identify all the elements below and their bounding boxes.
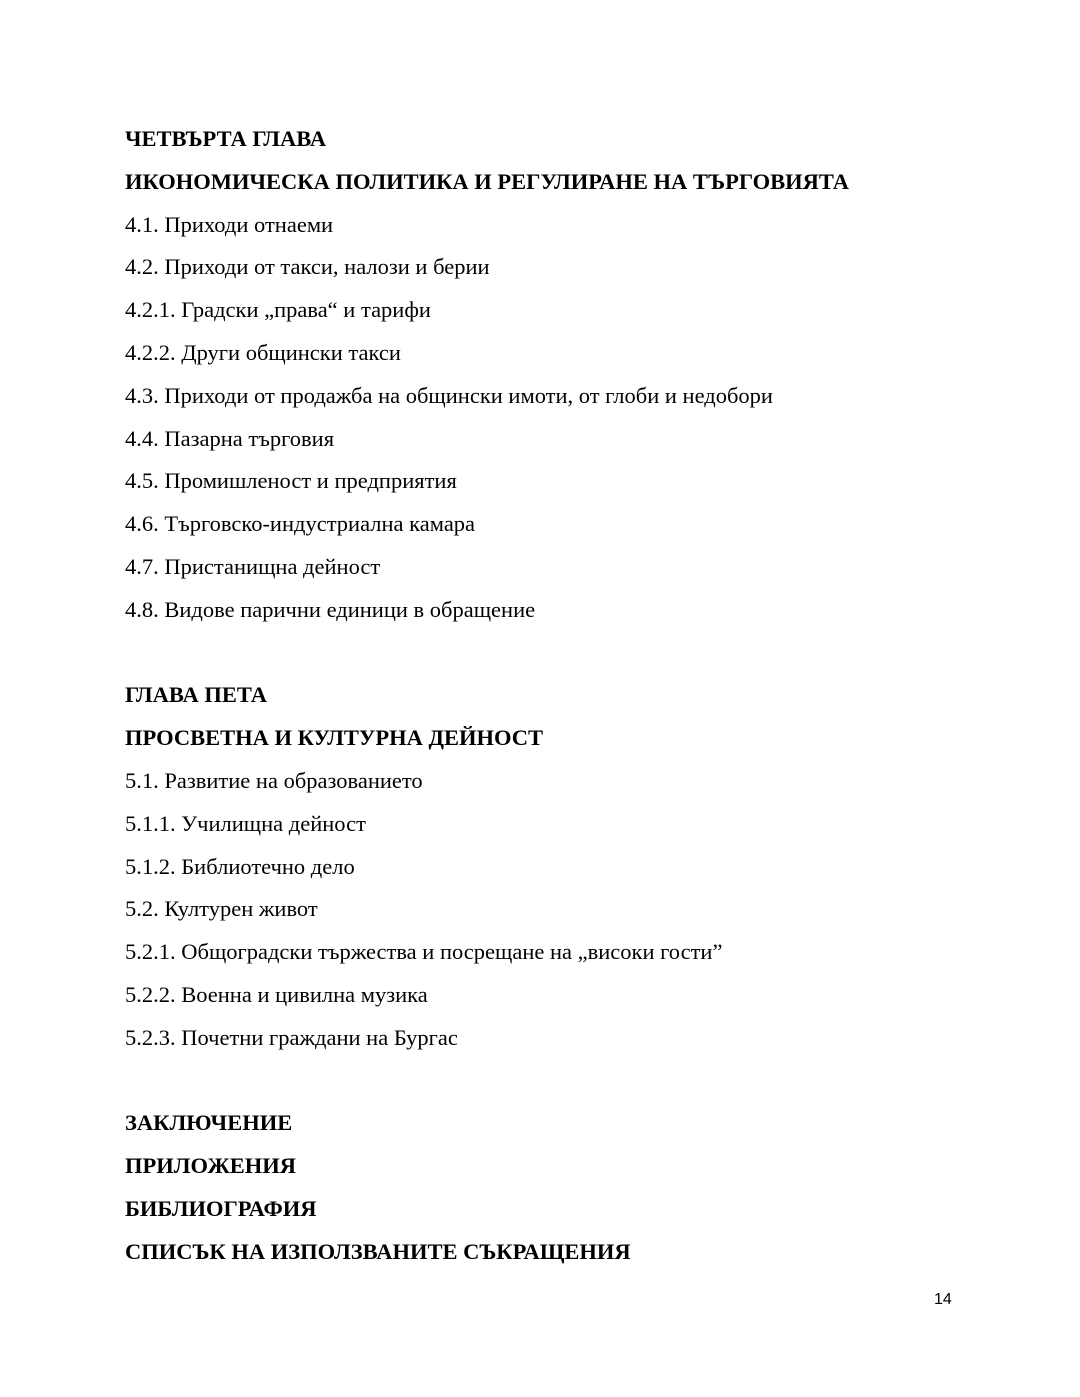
back-matter-appendices: ПРИЛОЖЕНИЯ	[125, 1153, 296, 1179]
toc-entry-4-3: 4.3. Приходи от продажба на общински имоти, от глоби и недобори	[125, 382, 773, 408]
chapter-4-label: ЧЕТВЪРТА ГЛАВА	[125, 126, 327, 151]
section-spacer	[125, 632, 985, 675]
toc-entry-5-1-2: 5.1.2. Библиотечно дело	[125, 853, 355, 879]
toc-entry-4-2-2: 4.2.2. Други общински такси	[125, 339, 401, 365]
back-matter-conclusion: ЗАКЛЮЧЕНИЕ	[125, 1110, 293, 1136]
toc-entry-5-1: 5.1. Развитие на образованието	[125, 767, 423, 793]
section-spacer	[125, 1060, 985, 1103]
back-matter-abbreviations: СПИСЪК НА ИЗПОЛЗВАНИТЕ СЪКРАЩЕНИЯ	[125, 1238, 631, 1264]
chapter-5-label: ГЛАВА ПЕТА	[125, 682, 268, 708]
table-of-contents	[125, 118, 985, 1274]
chapter-5-title: ПРОСВЕТНА И КУЛТУРНА ДЕЙНОСТ	[125, 725, 543, 751]
page-number: 14	[934, 1291, 952, 1308]
toc-entry-5-2-3: 5.2.3. Почетни граждани на Бургас	[125, 1024, 458, 1050]
back-matter-bibliography: БИБЛИОГРАФИЯ	[125, 1195, 317, 1221]
toc-entry-5-2-1: 5.2.1. Общоградски тържества и посрещане на „високи гости”	[125, 939, 723, 965]
toc-entry-5-2-2: 5.2.2. Военна и цивилна музика	[125, 981, 428, 1007]
toc-entry-5-2: 5.2. Културен живот	[125, 896, 318, 922]
toc-entry-4-4: 4.4. Пазарна търговия	[125, 425, 335, 451]
toc-entry-4-2: 4.2. Приходи от такси, налози и берии	[125, 254, 490, 280]
chapter-4-title: ИКОНОМИЧЕСКА ПОЛИТИКА И РЕГУЛИРАНЕ НА ТЪРГОВИЯТА	[125, 168, 850, 194]
toc-entry-4-1: 4.1. Приходи отнаеми	[125, 211, 334, 237]
toc-entry-4-5: 4.5. Промишленост и предприятия	[125, 468, 457, 494]
toc-entry-4-2-1: 4.2.1. Градски „права“ и тарифи	[125, 297, 431, 323]
toc-entry-4-7: 4.7. Пристанищна дейност	[125, 553, 381, 579]
toc-entry-5-1-1: 5.1.1. Училищна дейност	[125, 810, 366, 836]
toc-entry-4-6: 4.6. Търговско-индустриална камара	[125, 511, 476, 537]
toc-entry-4-8: 4.8. Видове парични единици в обращение	[125, 596, 536, 622]
